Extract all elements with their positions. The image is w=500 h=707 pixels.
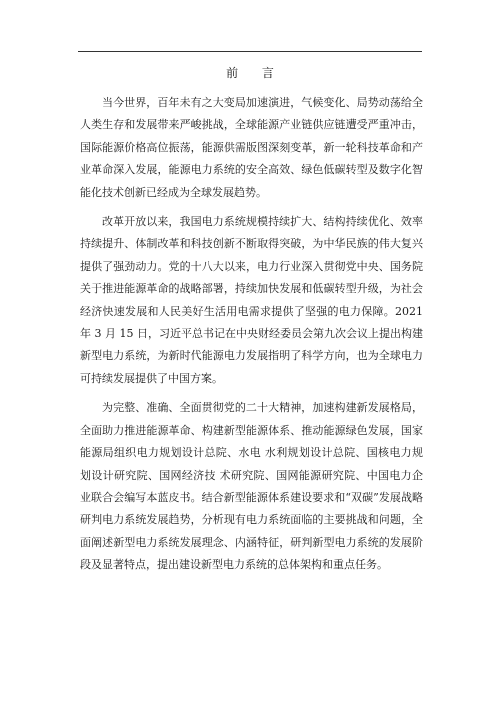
paragraph-3: 为完整、准确、全面贯彻党的二十大精神，加速构建新发展格局，全面助力推进能源革命、构建新型能源体系、推动能源绿色发展，国家能源局组织电力规划设计总院、水电 水利规划设计总院、国核电力规划设计研究院、国网经济技 术研究院、国网能源研究院、中国电力企业联合会编写本蓝皮书。结合新型能源体系建设要求和“双碳”发展战略研判电力系统发展趋势，分析现有电力系统面临的主要挑战和问题，全面阐述新型电力系统发展理念、内涵特征，研判新型电力系统的发展阶段及显著特点，提出建设新型电力系统的总体架构和重点任务。 — [80, 401, 423, 572]
preface-body — [80, 92, 423, 584]
preface-heading: 前 言 — [226, 66, 284, 80]
paragraph-2: 改革开放以来，我国电力系统规模持续扩大、结构持续优化、效率持续提升、体制改革和科技创新不断取得突破，为中华民族的伟大复兴提供了强劲动力。党的十八大以来，电力行业深入贯彻党中央、国务院关于推进能源革命的战略部署，持续加快发展和低碳转型升级，为社会经济快速发展和人民美好生活用电需求提供了坚强的电力保障。2021 年 3 月 15 日，习近平总书记在中央财经委员会第九次会议上提出构建新型电力系统，为新时代能源电力发展指明了科学方向，也为全球电力可持续发展提供了中国方案。 — [80, 215, 423, 385]
header-rule — [78, 51, 422, 52]
paragraph-1: 当今世界，百年未有之大变局加速演进，气候变化、局势动荡给全人类生存和发展带来严峻挑战，全球能源产业链供应链遭受严重冲击，国际能源价格高位振荡，能源供需版图深刻变革，新一轮科技革命和产业革命深入发展，能源电力系统的安全高效、绿色低碳转型及数字化智能化技术创新已经成为全球发展趋势。 — [80, 96, 423, 199]
